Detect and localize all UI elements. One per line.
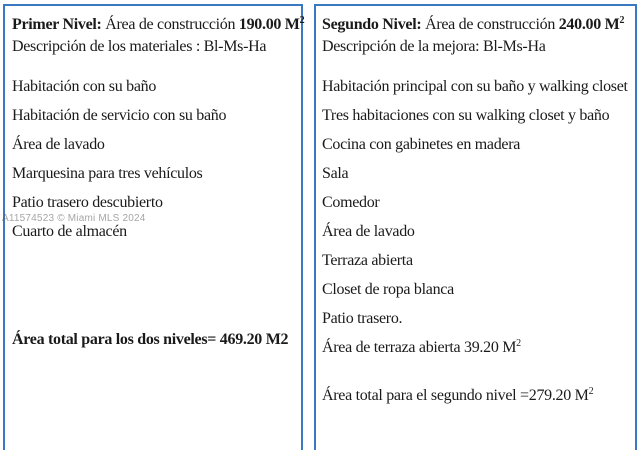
mls-watermark: A11574523 © Miami MLS 2024 [2,213,146,224]
second-level-items [322,72,635,362]
list-item: Área de lavado [322,223,415,240]
list-item: Terraza abierta [322,252,413,269]
second-level-area-value: 240.00 $M^2$ [558,15,625,33]
list-item: Habitación con su baño [12,78,157,95]
list-item: Cocina con gabinetes en madera [322,136,521,153]
list-item: Cuarto de almacén [12,223,127,240]
first-level-label: Primer Nivel: [12,16,102,33]
list-item: Patio trasero. [322,310,403,327]
list-item: Sala [322,165,349,182]
list-item: Comedor [322,194,380,211]
list-item: Marquesina para tres vehículos [12,165,203,182]
list-item: Habitación principal con su baño y walking closet [322,78,628,95]
second-level-heading [322,14,635,36]
list-item: Tres habitaciones con su walking closet y baño [322,107,610,124]
second-level-panel [314,4,637,450]
total-both-levels: Área total para los dos niveles= 469.20 M2 [12,331,289,348]
open-terrace-area: Área de terraza abierta 39.20 $M^2$ [322,338,521,356]
second-level-label: Segundo Nivel: [322,16,422,33]
first-level-area-text: Área de construcción [105,16,236,33]
list-item: Patio trasero descubierto [12,194,163,211]
first-level-heading [12,14,305,36]
first-level-area-value: 190.00 $M^2$ [238,15,305,33]
first-level-panel [3,4,303,450]
list-item: Habitación de servicio con su baño [12,107,227,124]
second-level-area-text: Área de construcción [425,16,556,33]
list-item: Área de lavado [12,136,105,153]
second-level-total: Área total para el segundo nivel =279.20 $M^2$ [322,386,594,404]
second-level-description: Descripción de la mejora: Bl-Ms-Ha [322,38,546,55]
list-item: Closet de ropa blanca [322,281,454,298]
first-level-description: Descripción de los materiales : Bl-Ms-Ha [12,38,267,55]
